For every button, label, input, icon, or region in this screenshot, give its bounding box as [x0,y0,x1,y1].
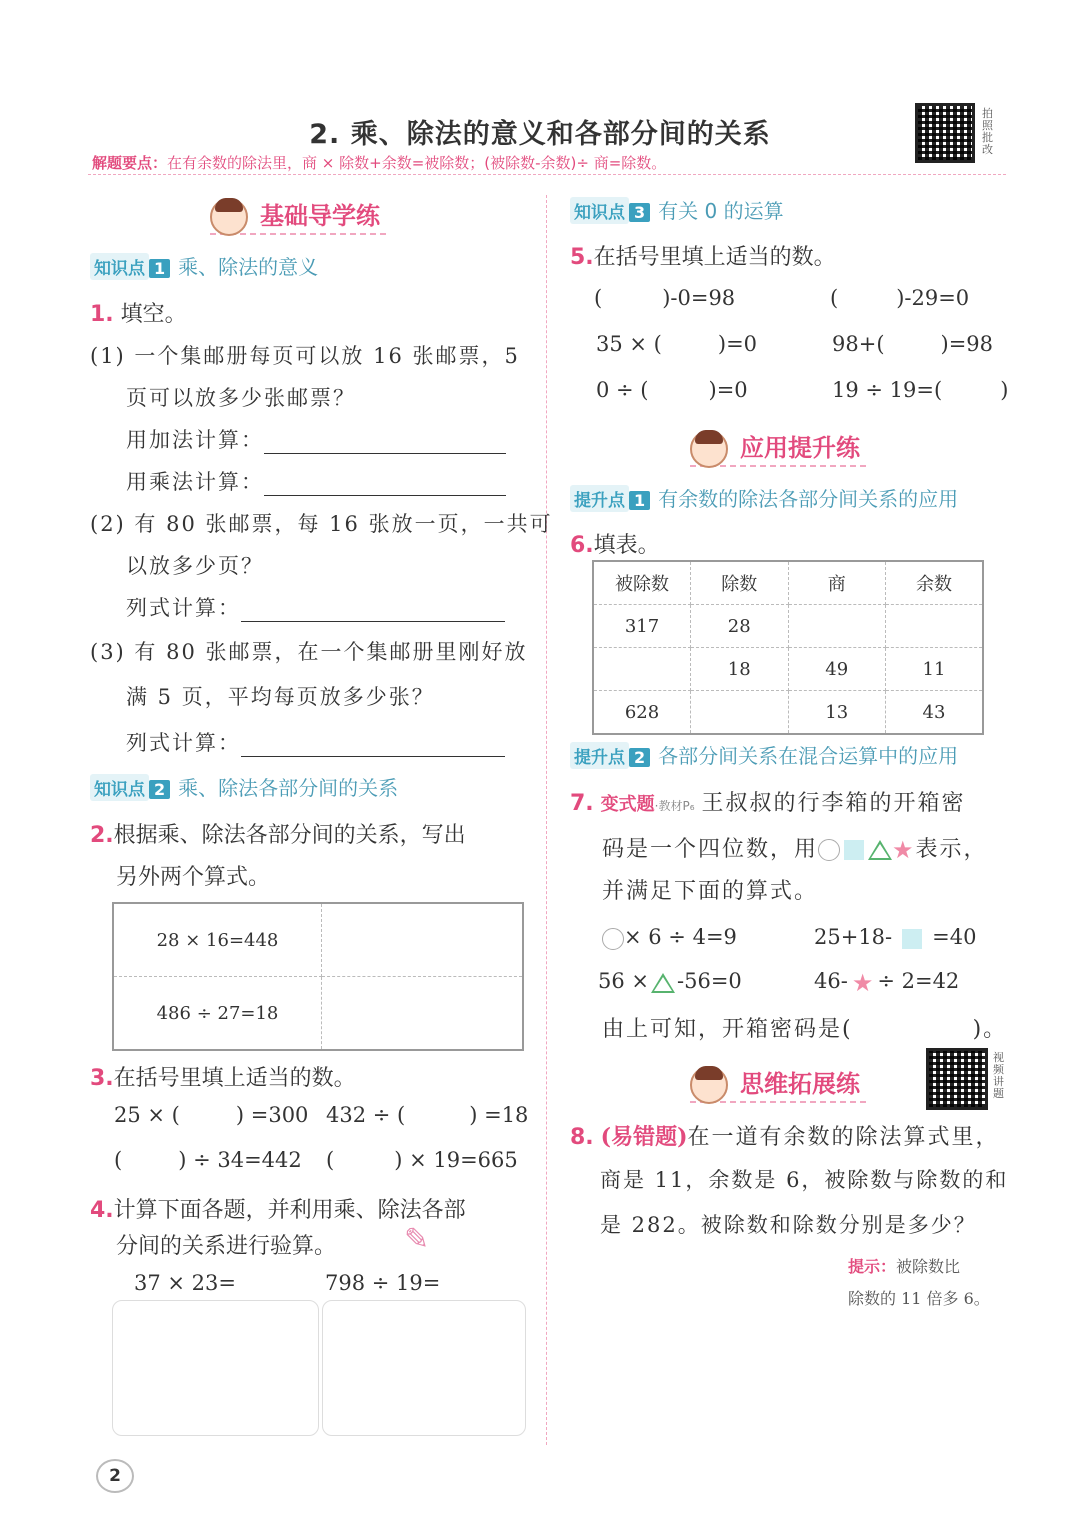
eq-part: )-0=98 [662,286,736,310]
q7-eq-4 [814,968,960,997]
mul-label: 用乘法计算： [126,470,264,494]
eq-part: )=0 [708,378,748,402]
eq-part: ) =300 [235,1103,309,1127]
q1-1-line2: 页可以放多少张邮票？ [126,386,356,410]
eq-part: 432 ÷ ( [326,1103,406,1127]
header-rule [88,174,1006,175]
eq-part: -56=0 [677,969,742,993]
textbook-ref: ·教材P₆ [654,799,695,813]
kp-title: 乘、除法各部分间的关系 [178,776,399,800]
question-number: 1. [90,302,114,327]
table-cell: 18 [691,648,789,691]
table-header-row [593,561,983,605]
kp-tag: 知识点 [90,774,149,801]
variant-label: 变式题 [600,794,655,815]
answer-cell[interactable] [691,691,789,735]
kp-num: 1 [629,491,650,510]
answer-blank[interactable] [264,453,506,454]
question-text: 根据乘、除法各部分间的关系，写出 [113,823,466,848]
eq-part: 98+( [832,332,885,356]
eq-part: 46- [814,969,848,993]
question-2 [90,818,466,849]
q4-eq-2: 798 ÷ 19= [325,1271,441,1295]
question-text: 填空。 [120,302,187,327]
section-title: 思维拓展练 [690,1064,866,1103]
eq-part: ( [326,1148,335,1172]
improve-point-2 [570,740,958,769]
answer-blank[interactable] [264,495,506,496]
question-1 [90,297,187,328]
eq-part: ) =18 [469,1103,529,1127]
circle-icon [818,839,840,861]
q8-line2: 商是 11，余数是 6，被除数与除数的和 [600,1168,1009,1192]
q5-eq [832,332,993,356]
q1-3-line2: 满 5 页，平均每页放多少张？ [126,685,435,709]
q3-eq-d [326,1148,518,1172]
hint-label: 提示： [848,1257,897,1276]
square-icon [844,840,864,860]
eq-part: 35 × ( [596,332,662,356]
tips-label: 解题要点： [92,154,168,172]
calc-label: 列式计算： [126,596,241,620]
kp-tag: 知识点 [90,253,149,280]
section-title: 应用提升练 [690,428,866,467]
mascot-icon [690,430,728,468]
question-text: 填表。 [593,533,660,558]
kp-num: 2 [629,748,650,767]
eq-part: 25+18- [814,925,893,949]
eq-part: 56 × [598,969,649,993]
kp-title: 乘、除法的意义 [178,255,319,279]
kp-tag: 提升点 [570,485,629,512]
table-row [593,691,983,735]
qr-label: 视频讲题 [993,1051,1004,1100]
question-text: 王叔叔的行李箱的开箱密 [701,791,966,816]
q7-eq-3 [598,969,742,993]
question-text-line2: 另外两个算式。 [116,865,271,890]
table-header: 余数 [886,561,984,605]
eq-part: ) [1000,378,1009,402]
table-header: 商 [788,561,886,605]
triangle-icon [868,840,892,860]
question-number: 7. [570,791,594,816]
qr-code-icon[interactable] [926,1048,988,1110]
q1-2-line1: (2) 有 80 张邮票，每 16 张放一页，一共可 [90,512,553,536]
question-8 [570,1120,1000,1151]
q8-line3: 是 282。被除数和除数分别是多少？ [600,1213,977,1237]
knowledge-point-3 [570,195,784,224]
q1-3-line1: (3) 有 80 张邮票，在一个集邮册里刚好放 [90,640,528,664]
q5-eq [596,332,757,356]
kp-num: 3 [629,203,650,222]
star-icon: ★ [851,968,874,997]
table-row [113,903,523,977]
hint-text-line2: 除数的 11 倍多 6。 [848,1289,990,1308]
pencil-mascot-icon: ✎ [404,1222,430,1257]
question-number: 6. [570,533,594,558]
table-cell: 628 [593,691,691,735]
question-4 [90,1193,466,1224]
work-area-2[interactable] [322,1300,526,1436]
eq-part: 19 ÷ 19=( [832,378,943,402]
answer-cell[interactable] [322,903,524,977]
square-icon [902,929,922,949]
qr-label: 拍照批改 [982,107,993,156]
kp-title: 各部分间关系在混合运算中的应用 [658,744,959,768]
question-5 [570,240,836,271]
question-number: 3. [90,1066,114,1091]
q7-eq-2 [814,925,976,949]
q1-3-calc-row [126,727,505,757]
answer-blank[interactable] [241,756,505,757]
work-area-1[interactable] [112,1300,319,1436]
answer-cell[interactable] [322,977,524,1051]
question-text: 在括号里填上适当的数。 [593,245,836,270]
section-extend [690,1064,866,1103]
q3-eq-c [114,1148,302,1172]
table-row [593,605,983,648]
kp-num: 2 [149,780,170,799]
triangle-icon [651,973,675,993]
qr-code-icon[interactable] [915,103,975,163]
question-text: 在括号里填上适当的数。 [113,1066,356,1091]
tips-text: 在有余数的除法里，商 × 除数+余数=被除数；(被除数-余数)÷ 商=除数。 [167,154,667,172]
question-text: 计算下面各题，并利用乘、除法各部 [113,1198,466,1223]
eq-part: ( [114,1148,123,1172]
answer-cell[interactable] [788,605,886,648]
q1-1-line1: (1) 一个集邮册每页可以放 16 张邮票，5 [90,344,520,368]
q6-table [592,560,984,735]
q5-eq [596,378,748,402]
answer-blank[interactable] [241,621,505,622]
question-7 [570,786,966,817]
error-prone-label: (易错题) [600,1124,688,1150]
mascot-icon [210,198,248,236]
question-number: 4. [90,1198,114,1223]
mascot-icon [690,1066,728,1104]
q5-eq [830,286,969,310]
table-cell: 317 [593,605,691,648]
question-text: )。 [972,1017,1008,1042]
improve-point-1 [570,483,958,512]
eq-part: 0 ÷ ( [596,378,649,402]
q4-eq-1: 37 × 23= [134,1271,236,1295]
table-row [113,977,523,1051]
q1-1-mul-row [126,466,506,496]
eq-part: × 6 ÷ 4=9 [624,925,737,949]
knowledge-point-1 [90,251,318,280]
table-header: 被除数 [593,561,691,605]
question-number: 5. [570,245,594,270]
question-text: 码是一个四位数，用 [602,837,819,862]
q3-eq-b [326,1103,528,1127]
q5-eq [832,378,1008,402]
table-cell: 28 × 16=448 [113,903,322,977]
q5-eq [594,286,735,310]
kp-title: 有余数的除法各部分间关系的应用 [658,487,959,511]
table-cell: 486 ÷ 27=18 [113,977,322,1051]
eq-part: 25 × ( [114,1103,180,1127]
q7-eq-1 [602,925,737,950]
table-cell: 43 [886,691,984,735]
eq-part: ( [594,286,603,310]
table-header: 除数 [691,561,789,605]
table-cell: 13 [788,691,886,735]
eq-part: ( [830,286,839,310]
kp-title: 有关 0 的运算 [658,199,784,223]
question-text: 在一道有余数的除法算式里， [687,1125,1000,1150]
hint-text: 被除数比 [896,1257,961,1276]
add-label: 用加法计算： [126,428,264,452]
eq-part: =40 [932,925,977,949]
page-number: 2 [96,1459,134,1493]
q7-line3: 并满足下面的算式。 [602,879,819,904]
q1-2-calc-row [126,592,505,622]
question-text: 表示， [915,837,988,862]
question-text: 由上可知，开箱密码是( [602,1017,853,1042]
question-number: 2. [90,823,114,848]
section-title: 基础导学练 [210,196,386,235]
section-apply [690,428,866,467]
eq-part: )=0 [717,332,758,356]
circle-icon [602,928,624,950]
question-number: 8. [570,1125,594,1150]
kp-tag: 提升点 [570,742,629,769]
table-cell: 49 [788,648,886,691]
table-row [593,648,983,691]
q7-line2 [602,832,988,863]
question-6 [570,528,660,559]
q3-eq-a [114,1103,308,1127]
eq-part: ) × 19=665 [394,1148,518,1172]
kp-tag: 知识点 [570,197,629,224]
eq-part: )=98 [940,332,994,356]
calc-label: 列式计算： [126,731,241,755]
eq-part: ) ÷ 34=442 [178,1148,302,1172]
question-text-line2: 分间的关系进行验算。 [116,1234,337,1259]
table-cell: 28 [691,605,789,648]
q2-table [112,902,524,1051]
answer-cell[interactable] [593,648,691,691]
kp-num: 1 [149,259,170,278]
knowledge-point-2 [90,772,398,801]
tips-line [92,152,666,173]
q1-1-add-row [126,424,506,454]
q7-answer-row [602,1012,1007,1043]
eq-part: )-29=0 [896,286,970,310]
section-basic [210,196,386,235]
star-icon: ★ [892,836,916,864]
answer-cell[interactable] [886,605,984,648]
table-cell: 11 [886,648,984,691]
page-title: 2. 乘、除法的意义和各部分间的关系 [309,119,771,150]
q1-2-line2: 以放多少页？ [126,554,264,578]
question-3 [90,1061,356,1092]
column-divider [546,195,547,1445]
hint [848,1254,960,1277]
eq-part: ÷ 2=42 [877,969,960,993]
